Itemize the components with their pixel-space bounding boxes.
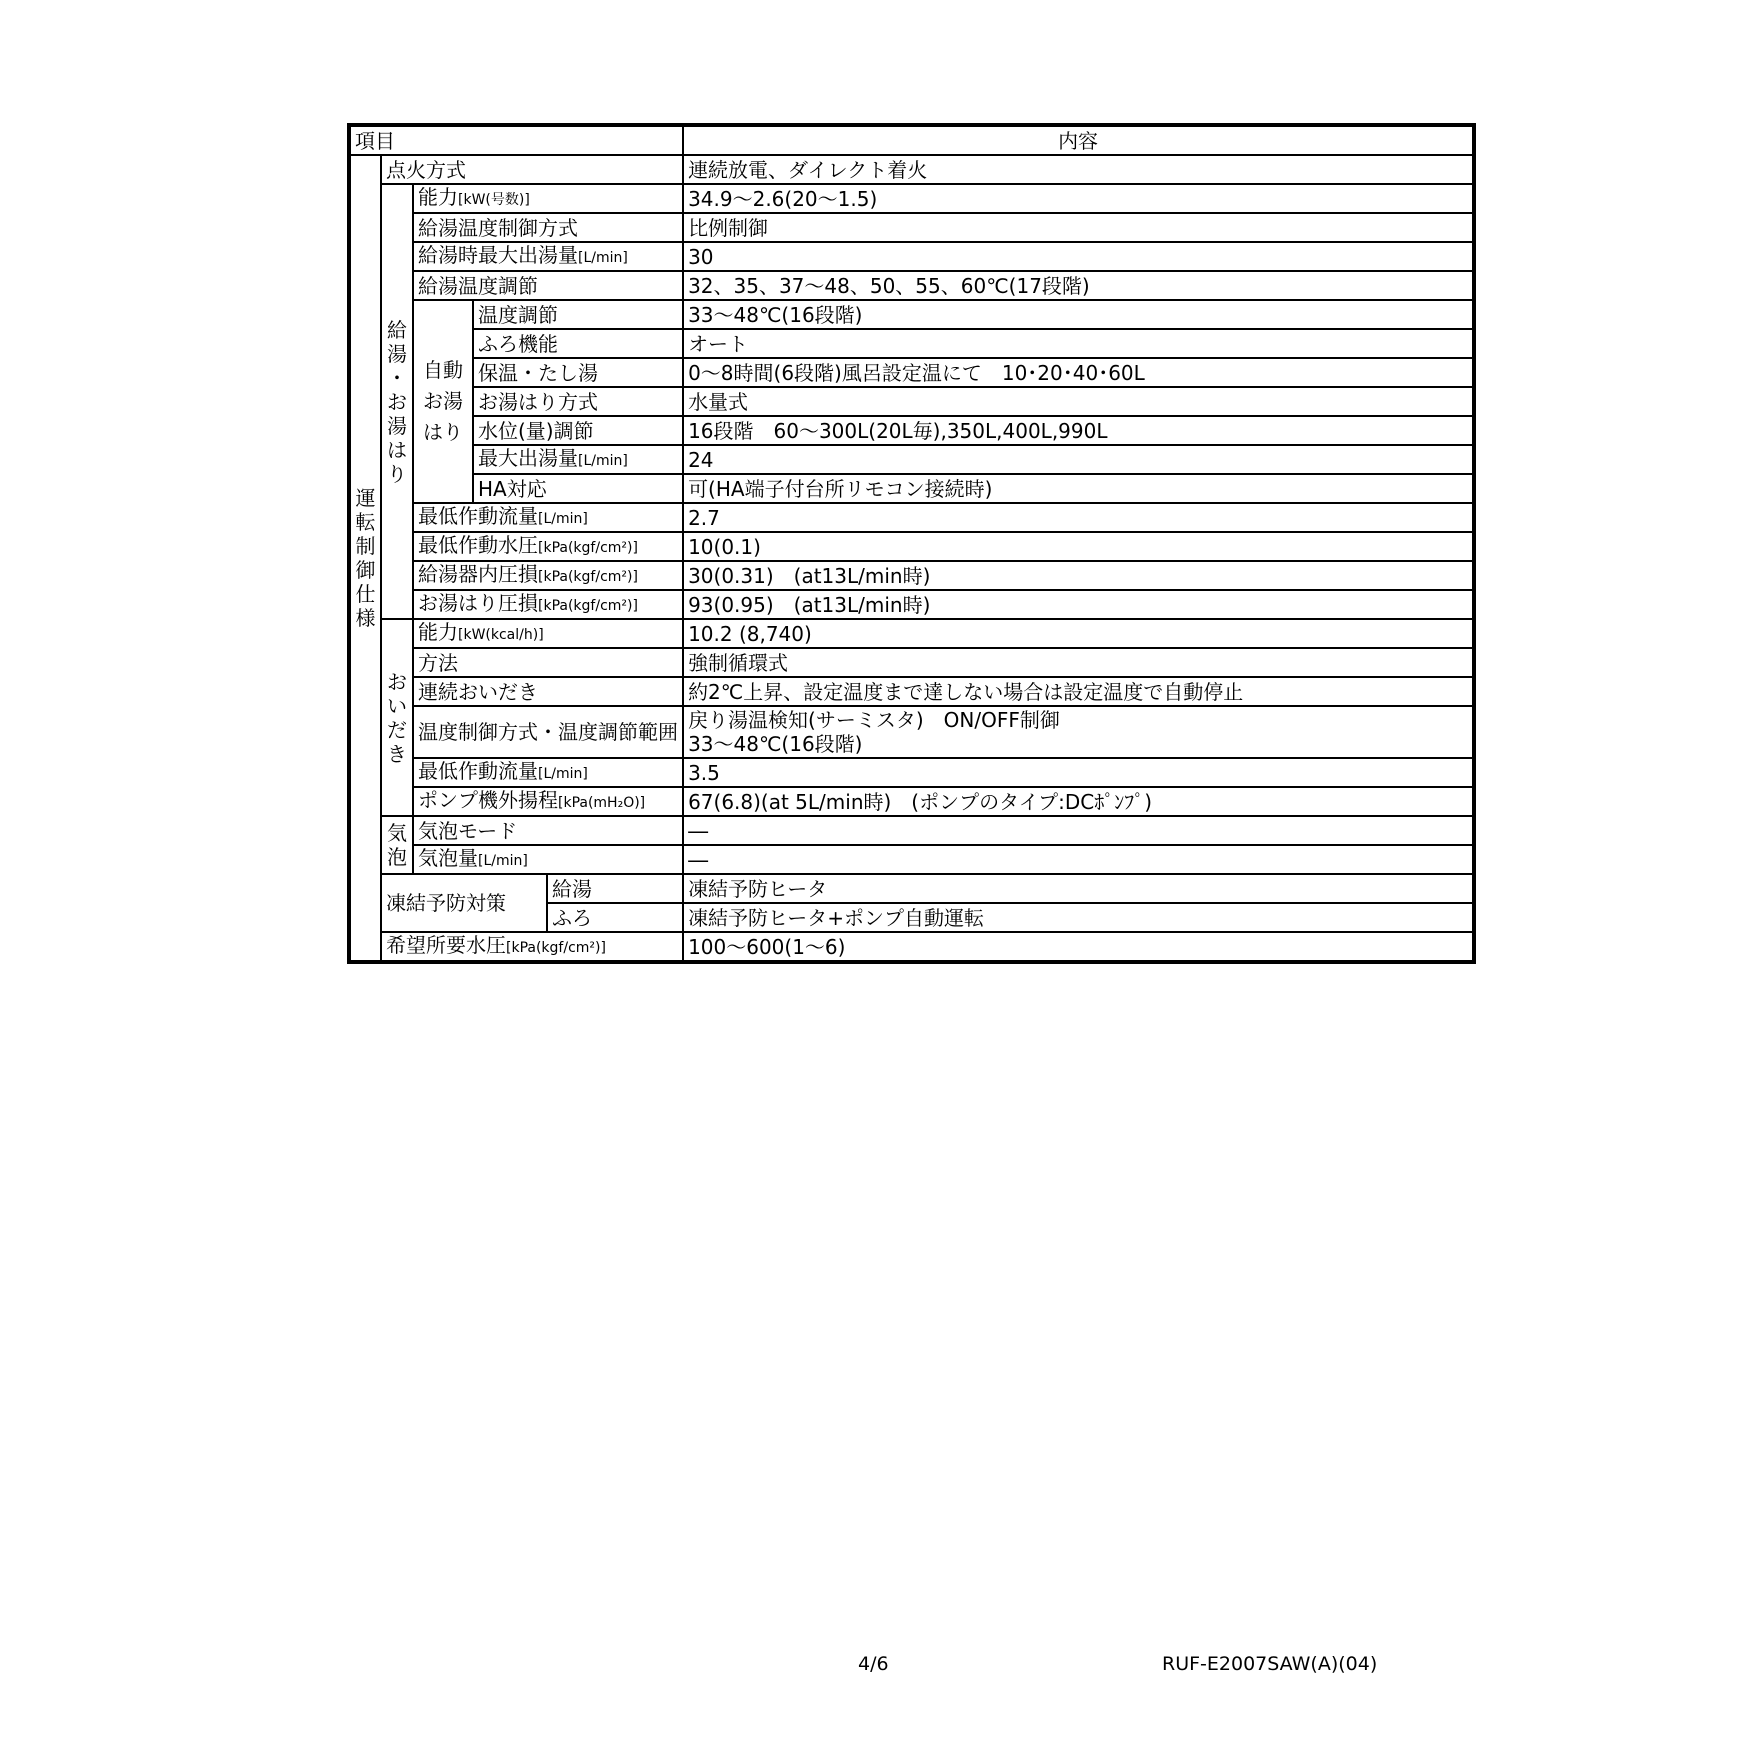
vertical-char: 運 bbox=[355, 486, 376, 510]
row-value: 約2℃上昇、設定温度まで達しない場合は設定温度で自動停止 bbox=[683, 677, 1474, 706]
row-value: 24 bbox=[683, 445, 1474, 474]
vertical-char: は bbox=[387, 437, 407, 462]
row-value: 10.2 (8,740) bbox=[683, 619, 1474, 648]
table-row bbox=[349, 590, 1474, 619]
header-row bbox=[349, 125, 1474, 155]
row-label: お湯はり方式 bbox=[473, 387, 683, 416]
row-label: 温度調節 bbox=[473, 300, 683, 329]
table-row bbox=[349, 874, 1474, 903]
row-value: 100～600(1～6) bbox=[683, 932, 1474, 962]
row-value: 2.7 bbox=[683, 503, 1474, 532]
ignition-label: 点火方式 bbox=[381, 155, 683, 184]
row-value: 凍結予防ヒータ+ポンプ自動運転 bbox=[683, 903, 1474, 932]
table-row bbox=[349, 416, 1474, 445]
header-item: 項目 bbox=[349, 125, 683, 155]
auto-group-label: 自動お湯はり bbox=[413, 300, 473, 503]
vertical-char: 様 bbox=[355, 606, 376, 630]
row-label: 保温・たし湯 bbox=[473, 358, 683, 387]
table-row bbox=[349, 845, 1474, 874]
row-label: 最大出湯量[L/min] bbox=[473, 445, 683, 474]
table-row bbox=[349, 677, 1474, 706]
vertical-char: ・ bbox=[387, 365, 407, 390]
oidaki-group-label bbox=[381, 619, 413, 816]
vertical-char: 泡 bbox=[387, 845, 407, 869]
model-number: RUF-E2007SAW(A)(04) bbox=[1162, 1653, 1378, 1675]
table-row bbox=[349, 758, 1474, 787]
vertical-char: 湯 bbox=[387, 341, 407, 366]
table-row bbox=[349, 532, 1474, 561]
table-row bbox=[349, 706, 1474, 758]
table-row bbox=[349, 561, 1474, 590]
table-row bbox=[349, 271, 1474, 300]
table-row bbox=[349, 300, 1474, 329]
vertical-char: 転 bbox=[355, 510, 376, 534]
vertical-char: 仕 bbox=[355, 582, 376, 606]
row-label: 水位(量)調節 bbox=[473, 416, 683, 445]
vertical-char: き bbox=[387, 741, 407, 766]
row-value-line: 戻り湯温検知(サーミスタ) ON/OFF制御 bbox=[688, 708, 1060, 732]
table-row bbox=[349, 503, 1474, 532]
table-row bbox=[349, 155, 1474, 184]
table-row bbox=[349, 387, 1474, 416]
row-value: ― bbox=[683, 816, 1474, 845]
vertical-char: 給 bbox=[387, 317, 407, 342]
row-value-line: 33～48℃(16段階) bbox=[688, 732, 863, 756]
table-row bbox=[349, 816, 1474, 845]
row-value: 16段階 60～300L(20L毎),350L,400L,990L bbox=[683, 416, 1474, 445]
row-value bbox=[683, 706, 1474, 758]
row-label: 気泡量[L/min] bbox=[413, 845, 683, 874]
row-label: ふろ bbox=[547, 903, 683, 932]
table-row bbox=[349, 932, 1474, 962]
row-value: オート bbox=[683, 329, 1474, 358]
row-value: 凍結予防ヒータ bbox=[683, 874, 1474, 903]
freeze-label: 凍結予防対策 bbox=[381, 874, 547, 932]
row-label: 給湯温度調節 bbox=[413, 271, 683, 300]
row-value: 水量式 bbox=[683, 387, 1474, 416]
row-value: 30 bbox=[683, 242, 1474, 271]
spec-table bbox=[347, 123, 1476, 964]
table-row bbox=[349, 358, 1474, 387]
row-label: 最低作動流量[L/min] bbox=[413, 503, 683, 532]
vertical-char: 湯 bbox=[387, 413, 407, 438]
row-label: 給湯時最大出湯量[L/min] bbox=[413, 242, 683, 271]
header-content: 内容 bbox=[683, 125, 1474, 155]
row-label: 温度制御方式・温度調節範囲 bbox=[413, 706, 683, 758]
vertical-char: い bbox=[387, 693, 407, 718]
bubble-group-label bbox=[381, 816, 413, 874]
table-row bbox=[349, 648, 1474, 677]
row-value: 0～8時間(6段階)風呂設定温にて 10･20･40･60L bbox=[683, 358, 1474, 387]
table-row bbox=[349, 787, 1474, 816]
row-label: 能力[kW(号数)] bbox=[413, 184, 683, 213]
row-label: ふろ機能 bbox=[473, 329, 683, 358]
row-label: 気泡モード bbox=[413, 816, 683, 845]
row-label: 能力[kW(kcal/h)] bbox=[413, 619, 683, 648]
row-value: ― bbox=[683, 845, 1474, 874]
table-row bbox=[349, 242, 1474, 271]
row-label: 給湯器内圧損[kPa(kgf/cm²)] bbox=[413, 561, 683, 590]
table-row bbox=[349, 619, 1474, 648]
table-row bbox=[349, 184, 1474, 213]
row-label: 給湯温度制御方式 bbox=[413, 213, 683, 242]
row-value: 93(0.95) (at13L/min時) bbox=[683, 590, 1474, 619]
vertical-char: 制 bbox=[355, 534, 376, 558]
row-label: 希望所要水圧[kPa(kgf/cm²)] bbox=[381, 932, 683, 962]
outer-label bbox=[349, 155, 381, 962]
row-label: 最低作動流量[L/min] bbox=[413, 758, 683, 787]
row-value: 34.9～2.6(20～1.5) bbox=[683, 184, 1474, 213]
vertical-char: り bbox=[387, 461, 407, 486]
vertical-char: だ bbox=[387, 717, 407, 742]
row-label: 連続おいだき bbox=[413, 677, 683, 706]
row-label: 給湯 bbox=[547, 874, 683, 903]
row-label: 方法 bbox=[413, 648, 683, 677]
table-row bbox=[349, 329, 1474, 358]
row-value: 10(0.1) bbox=[683, 532, 1474, 561]
row-label: お湯はり圧損[kPa(kgf/cm²)] bbox=[413, 590, 683, 619]
row-label: HA対応 bbox=[473, 474, 683, 503]
row-value: 67(6.8)(at 5L/min時) (ポンプのタイプ:DCﾎﾟﾝﾌﾟ) bbox=[683, 787, 1474, 816]
row-value: 32、35、37～48、50、55、60℃(17段階) bbox=[683, 271, 1474, 300]
row-label: 最低作動水圧[kPa(kgf/cm²)] bbox=[413, 532, 683, 561]
vertical-char: お bbox=[387, 389, 407, 414]
ignition-value: 連続放電、ダイレクト着火 bbox=[683, 155, 1474, 184]
page-number: 4/6 bbox=[858, 1653, 889, 1675]
vertical-char: お bbox=[387, 669, 407, 694]
row-value: 強制循環式 bbox=[683, 648, 1474, 677]
table-row bbox=[349, 474, 1474, 503]
row-label: ポンプ機外揚程[kPa(mH₂O)] bbox=[413, 787, 683, 816]
row-value: 3.5 bbox=[683, 758, 1474, 787]
table-row bbox=[349, 445, 1474, 474]
row-value: 30(0.31) (at13L/min時) bbox=[683, 561, 1474, 590]
table-row bbox=[349, 213, 1474, 242]
row-value: 33～48℃(16段階) bbox=[683, 300, 1474, 329]
vertical-char: 気 bbox=[387, 821, 407, 845]
kyuto-group-label bbox=[381, 184, 413, 619]
row-value: 可(HA端子付台所リモコン接続時) bbox=[683, 474, 1474, 503]
row-value: 比例制御 bbox=[683, 213, 1474, 242]
vertical-char: 御 bbox=[355, 558, 376, 582]
